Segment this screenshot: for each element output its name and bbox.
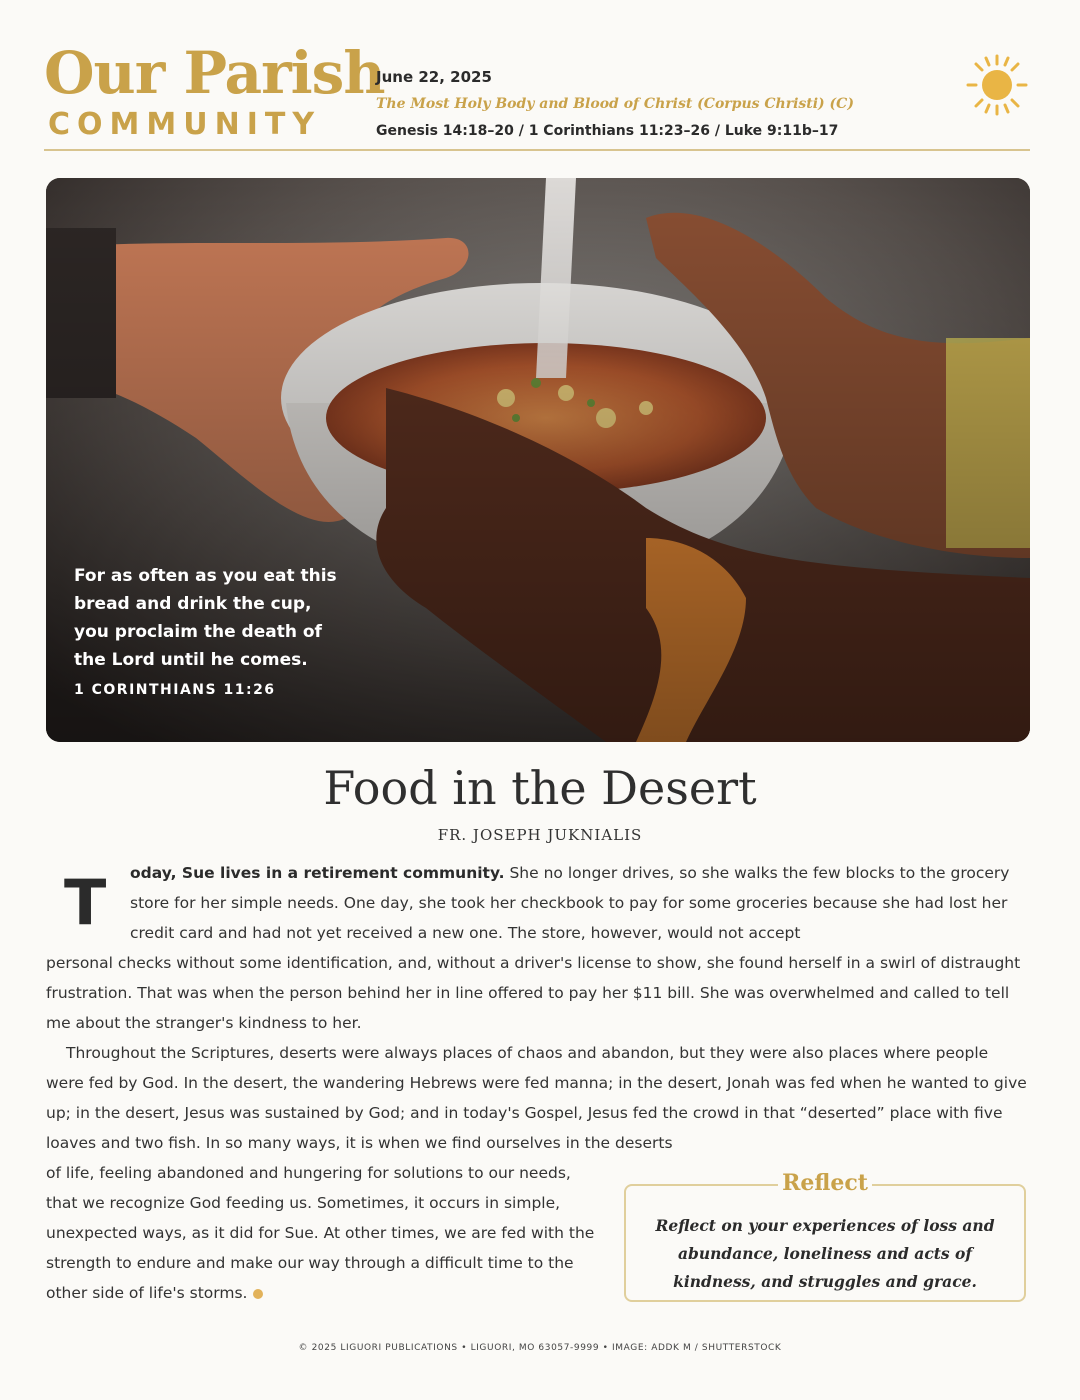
paragraph-1-rest: personal checks without some identification, and, without a driver's license to show, she found herself in a swirl of distraught frustration. That was when the person behind her in line offered to pay her $11 bill. She was overwhelmed and called to tell me about the stranger's kindness to her.: [46, 954, 1021, 1032]
hero-quote: [74, 562, 404, 698]
drop-cap: T: [64, 866, 107, 939]
paragraph-2-wrap: [46, 1158, 606, 1308]
end-mark-icon: [253, 1289, 263, 1299]
masthead: [44, 40, 1030, 150]
sun-icon: [964, 52, 1030, 118]
article-title: Food in the Desert: [323, 761, 757, 815]
feast-name: The Most Holy Body and Blood of Christ (Corpus Christi) (C): [376, 96, 854, 112]
paragraph-1-head: [130, 858, 1030, 948]
paragraph-2-wrap-text: of life, feeling abandoned and hungering for solutions to our needs, that we recognize God feeding us. Sometimes, it occurs in simple, unexpected ways, as it did for Sue. At other times, we are fed with the strength to endure and make our way through a difficult time to the other side of life's storms.: [46, 1164, 595, 1302]
reflect-box: [624, 1170, 1026, 1302]
paragraph-lead: oday, Sue lives in a retirement community.: [130, 864, 505, 882]
brand-subtitle: COMMUNITY: [48, 107, 322, 142]
issue-date: June 22, 2025: [376, 68, 492, 86]
quote-citation: 1 CORINTHIANS 11:26: [74, 682, 276, 698]
hero-photo: [46, 178, 1030, 742]
issue-info: [376, 64, 936, 145]
header-rule: [44, 149, 1030, 151]
readings: Genesis 14:18–20 / 1 Corinthians 11:23–26 / Luke 9:11b–17: [376, 123, 839, 139]
reflect-title-wrap: [626, 1170, 1024, 1196]
reflect-body: Reflect on your experiences of loss and abundance, loneliness and acts of kindness, and struggles and grace.: [655, 1216, 995, 1291]
reflect-title: Reflect: [778, 1170, 872, 1196]
article-byline: FR. JOSEPH JUKNIALIS: [437, 826, 643, 844]
quote-text: For as often as you eat this bread and drink the cup, you proclaim the death of the Lord until he comes.: [74, 566, 337, 670]
brand-title: Our Parish: [44, 39, 385, 107]
paragraph-2: Throughout the Scriptures, deserts were always places of chaos and abandon, but they were also places where people were fed by God. In the desert, the wandering Hebrews were fed manna; in the desert, Jonah was fed when he wanted to give up; in the desert, Jesus was sustained by God; and in today's Gospel, Jesus fed the crowd in that “deserted” place with five loaves and two fish. In so many ways, it is when we find ourselves in the deserts: [46, 1044, 1027, 1152]
paragraph-1-first: She no longer drives, so she walks the few blocks to the grocery store for her simple needs. One day, she took her checkbook to pay for some groceries because she had lost her credit card and had not yet received a new one. The store, however, would not accept: [130, 864, 1010, 942]
footer-credits: © 2025 LIGUORI PUBLICATIONS • LIGUORI, MO 63057-9999 • IMAGE: ADDK M / SHUTTERSTOCK: [298, 1343, 782, 1353]
